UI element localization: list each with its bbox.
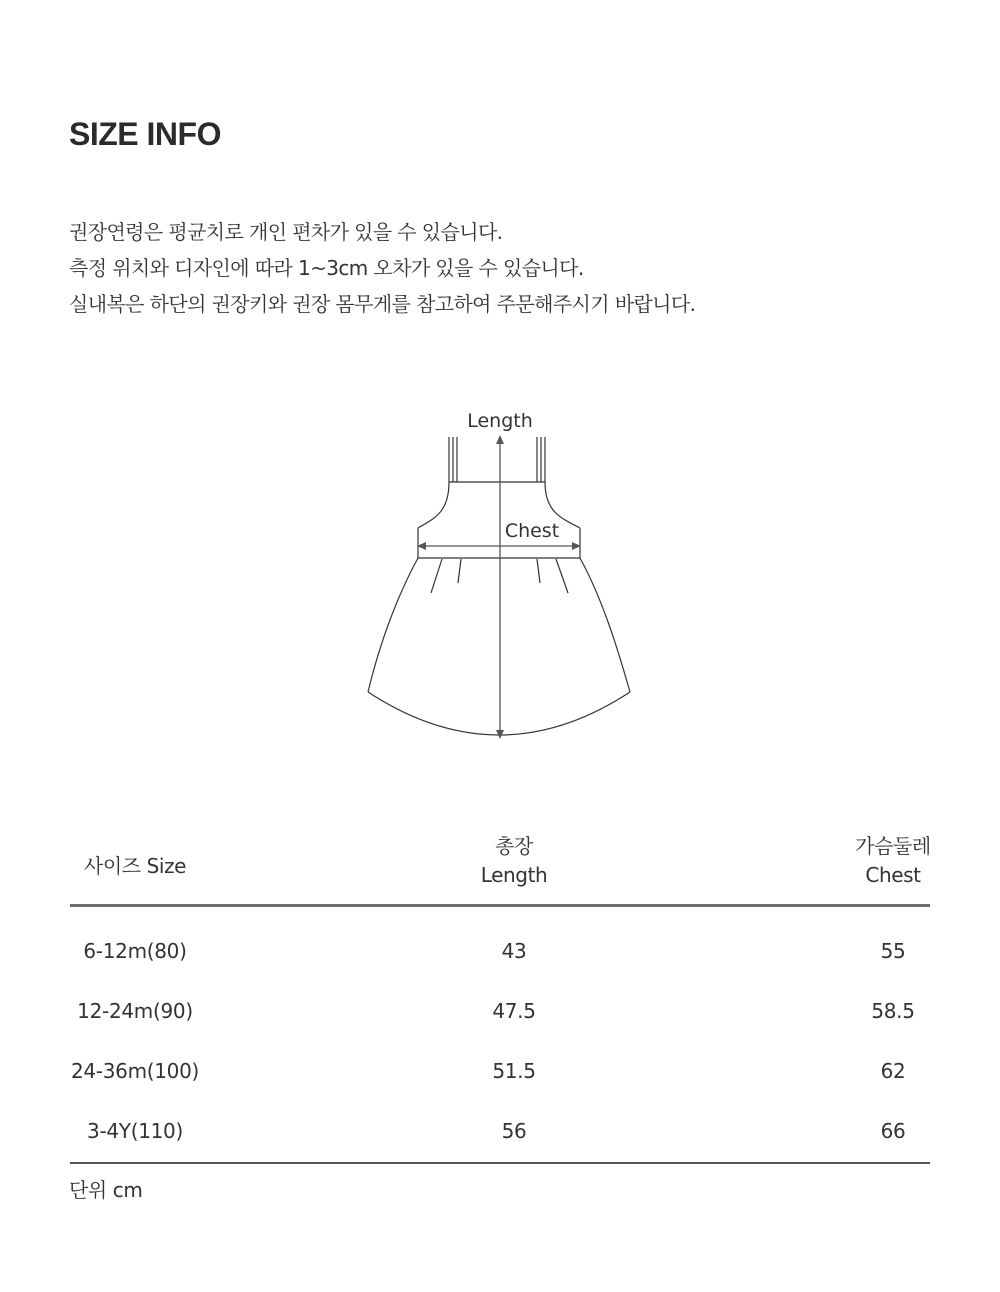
note-line: 측정 위치와 디자인에 따라 1~3cm 오차가 있을 수 있습니다. xyxy=(69,256,584,280)
length-label: Length xyxy=(467,410,533,432)
header-length xyxy=(444,832,584,890)
header-chest-ko: 가슴둘레 xyxy=(855,834,931,858)
note-line: 실내복은 하단의 권장키와 권장 몸무게를 참고하여 주문해주시기 바랍니다. xyxy=(69,292,696,316)
cell-chest: 55 xyxy=(880,939,906,963)
cell-size: 6-12m(80) xyxy=(83,939,187,963)
table-row xyxy=(70,981,930,1041)
header-chest-en: Chest xyxy=(865,863,921,887)
table-row xyxy=(70,1041,930,1101)
chest-label: Chest xyxy=(504,520,560,542)
table-header xyxy=(70,832,930,907)
page-title: SIZE INFO xyxy=(69,116,221,152)
cell-size: 12-24m(90) xyxy=(77,999,193,1023)
header-length-ko: 총장 xyxy=(495,834,533,858)
size-table xyxy=(70,832,930,1164)
cell-size: 24-36m(100) xyxy=(70,1059,200,1083)
cell-chest: 66 xyxy=(880,1119,906,1143)
dress-illustration xyxy=(350,400,650,750)
cell-chest: 58.5 xyxy=(871,999,915,1023)
cell-length: 56 xyxy=(501,1119,527,1143)
cell-length: 47.5 xyxy=(492,999,536,1023)
cell-length: 43 xyxy=(501,939,527,963)
header-length-en: Length xyxy=(480,863,548,887)
unit-note: 단위 cm xyxy=(69,1178,143,1202)
header-size: 사이즈 Size xyxy=(83,854,187,878)
size-notes xyxy=(69,214,695,322)
table-row xyxy=(70,1101,930,1161)
header-chest xyxy=(833,832,953,890)
note-line: 권장연령은 평균치로 개인 편차가 있을 수 있습니다. xyxy=(69,220,503,244)
table-row xyxy=(70,921,930,981)
cell-chest: 62 xyxy=(880,1059,906,1083)
cell-size: 3-4Y(110) xyxy=(87,1119,183,1143)
garment-diagram xyxy=(350,400,650,750)
cell-length: 51.5 xyxy=(492,1059,536,1083)
table-body xyxy=(70,907,930,1164)
